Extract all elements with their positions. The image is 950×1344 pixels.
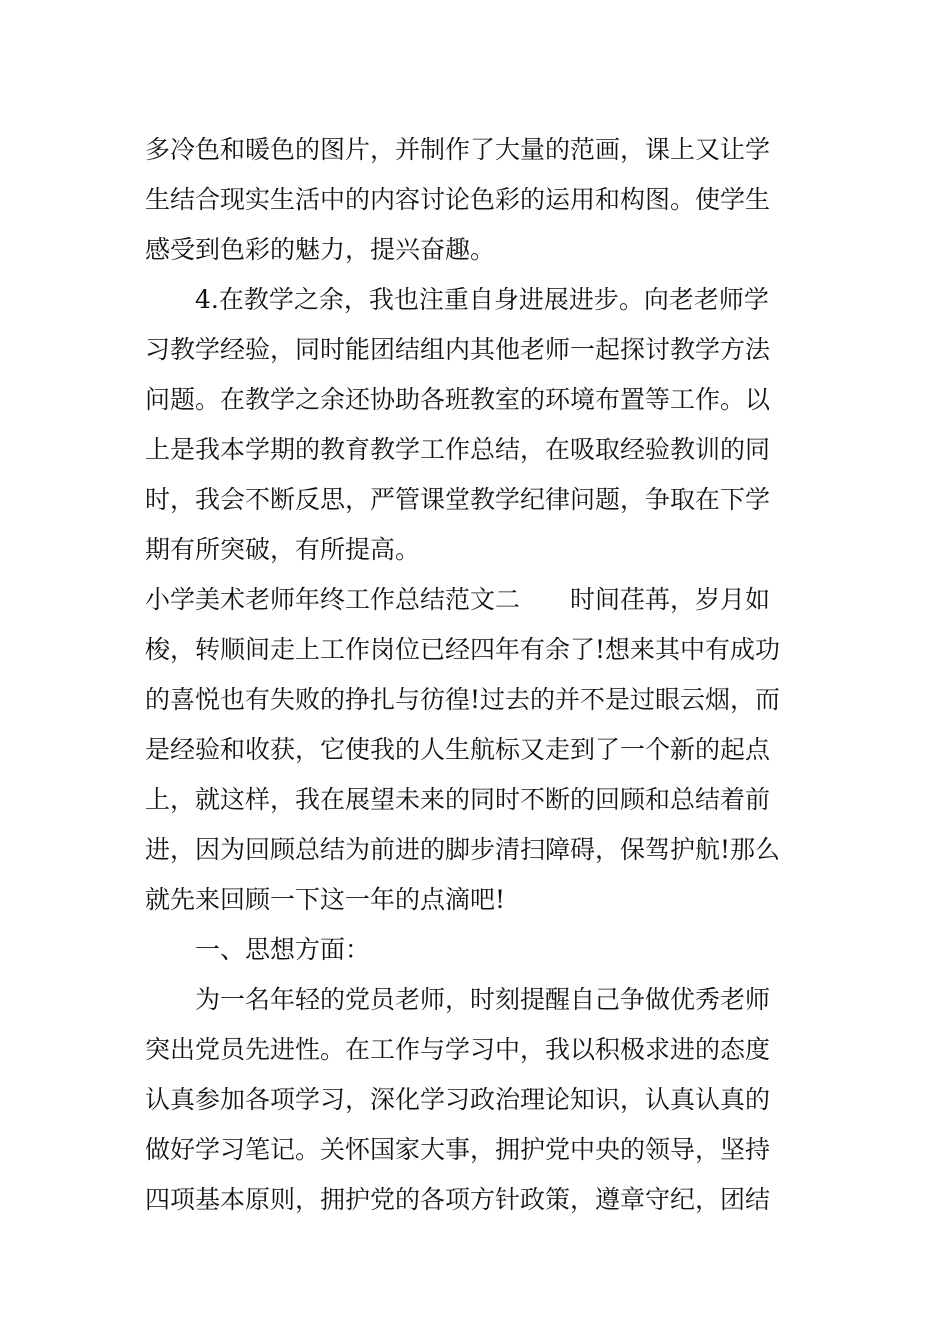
text-line: 进，因为回顾总结为前进的脚步清扫障碍，保驾护航!那么: [145, 835, 781, 864]
text-line: 时，我会不断反思，严管课堂教学纪律问题，争取在下学: [145, 485, 771, 514]
text-line: 四项基本原则，拥护党的各项方针政策，遵章守纪，团结: [145, 1185, 771, 1214]
text-line: 突出党员先进性。在工作与学习中，我以积极求进的态度: [145, 1035, 771, 1064]
text-line: 是经验和收获，它使我的人生航标又走到了一个新的起点: [145, 735, 771, 764]
text-line: 4.在教学之余，我也注重自身进展进步。向老老师学: [195, 285, 769, 314]
text-line: 就先来回顾一下这一年的点滴吧!: [145, 885, 506, 914]
text-line: 上，就这样，我在展望未来的同时不断的回顾和总结着前: [145, 785, 771, 814]
text-line: 习教学经验，同时能团结组内其他老师一起探讨教学方法: [145, 335, 771, 364]
text-line: 小学美术老师年终工作总结范文二 时间荏苒，岁月如: [145, 585, 771, 614]
text-line: 多冷色和暖色的图片，并制作了大量的范画，课上又让学: [145, 135, 771, 164]
text-line: 期有所突破，有所提高。: [145, 535, 421, 564]
section-heading: 一、思想方面：: [195, 935, 371, 964]
text-line: 为一名年轻的党员老师，时刻提醒自己争做优秀老师: [195, 985, 771, 1014]
text-line: 上是我本学期的教育教学工作总结，在吸取经验教训的同: [145, 435, 771, 464]
text-line: 认真参加各项学习，深化学习政治理论知识，认真认真的: [145, 1085, 771, 1114]
text-line: 生结合现实生活中的内容讨论色彩的运用和构图。使学生: [145, 185, 771, 214]
text-line: 问题。在教学之余还协助各班教室的环境布置等工作。以: [145, 385, 771, 414]
text-line: 的喜悦也有失败的挣扎与彷徨!过去的并不是过眼云烟，而: [145, 685, 781, 714]
text-line: 感受到色彩的魅力，提兴奋趣。: [145, 235, 496, 264]
text-line: 做好学习笔记。关怀国家大事，拥护党中央的领导，坚持: [145, 1135, 771, 1164]
text-line: 梭，转顺间走上工作岗位已经四年有余了!想来其中有成功: [145, 635, 781, 664]
